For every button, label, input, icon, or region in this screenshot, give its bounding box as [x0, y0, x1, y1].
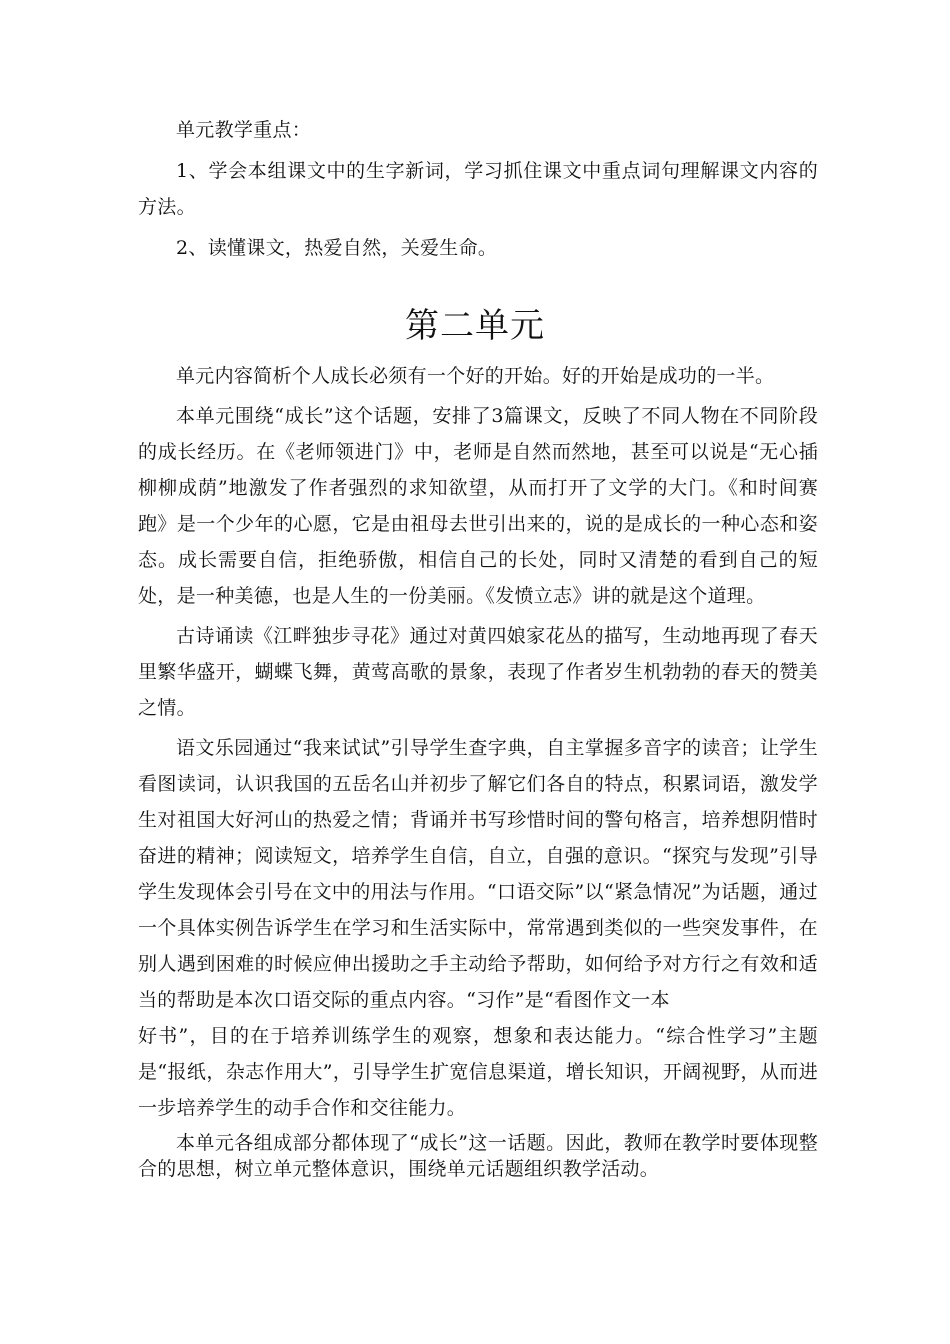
teaching-focus-label: 单元教学重点： — [176, 119, 312, 141]
paragraph-chinese-garden-continued: 好书”，目的在于培养训练学生的观察，想象和表达能力。“综合性学习”主题是“报纸，杂志作用大”，引导学生扩宽信息渠道，增长知识，开阔视野，从而进一步培养学生的动手合作和交往能力。 — [138, 1025, 818, 1119]
paragraph-growth-theme: 本单元围绕“成长”这个话题，安排了3篇课文，反映了不同人物在不同阶段的成长经历。在《老师领进门》中，老师是自然而然地，甚至可以说是“无心插柳柳成荫”地激发了作者强烈的求知欲望，从而打开了文学的大门。《和时间赛跑》是一个少年的心愿，它是由祖母去世引出来的，说的是成长的一种心态和姿态。成长需要自信，拒绝骄傲，相信自己的长处，同时又清楚的看到自己的短处，是一种美德，也是人生的一份美丽。《发愤立志》讲的就是这个道理。 — [138, 405, 818, 607]
paragraph-chinese-garden: 语文乐园通过“我来试试”引导学生查字典，自主掌握多音字的读音；让学生看图读词，认识我国的五岳名山并初步了解它们各自的特点，积累词语，激发学生对祖国大好河山的热爱之情；背诵并书写珍惜时间的警句格言，培养想阴惜时奋进的精神；阅读短文，培养学生自信，自立，自强的意识。“探究与发现”引导学生发现体会引号在文中的用法与作用。“口语交际”以“紧急情况”为话题，通过一个具体实例告诉学生在学习和生活实际中，常常遇到类似的一些突发事件，在别人遇到困难的时候应伸出援助之手主动给予帮助，如何给予对方行之有效和适当的帮助是本次口语交际的重点内容。“习作”是“看图作文一本 — [138, 737, 818, 1011]
teaching-focus-point-1: 1、学会本组课文中的生字新词，学习抓住课文中重点词句理解课文内容的方法。 — [138, 160, 818, 218]
paragraph-conclusion: 本单元各组成部分都体现了“成长”这一话题。因此，教师在教学时要体现整合的思想，树立单元整体意识，围绕单元话题组织教学活动。 — [138, 1132, 818, 1180]
unit-analysis-section — [138, 358, 818, 1182]
unit-title: 第二单元 — [405, 306, 545, 346]
paragraph-intro: 单元内容简析个人成长必须有一个好的开始。好的开始是成功的一半。 — [176, 365, 775, 387]
teaching-focus-section — [138, 112, 818, 266]
teaching-focus-point-2: 2、读懂课文，热爱自然，关爱生命。 — [176, 237, 498, 259]
paragraph-ancient-poem: 古诗诵读《江畔独步寻花》通过对黄四娘家花丛的描写，生动地再现了春天里繁华盛开，蝴蝶飞舞，黄莺高歌的景象，表现了作者岁生机勃勃的春天的赞美之情。 — [138, 625, 818, 719]
